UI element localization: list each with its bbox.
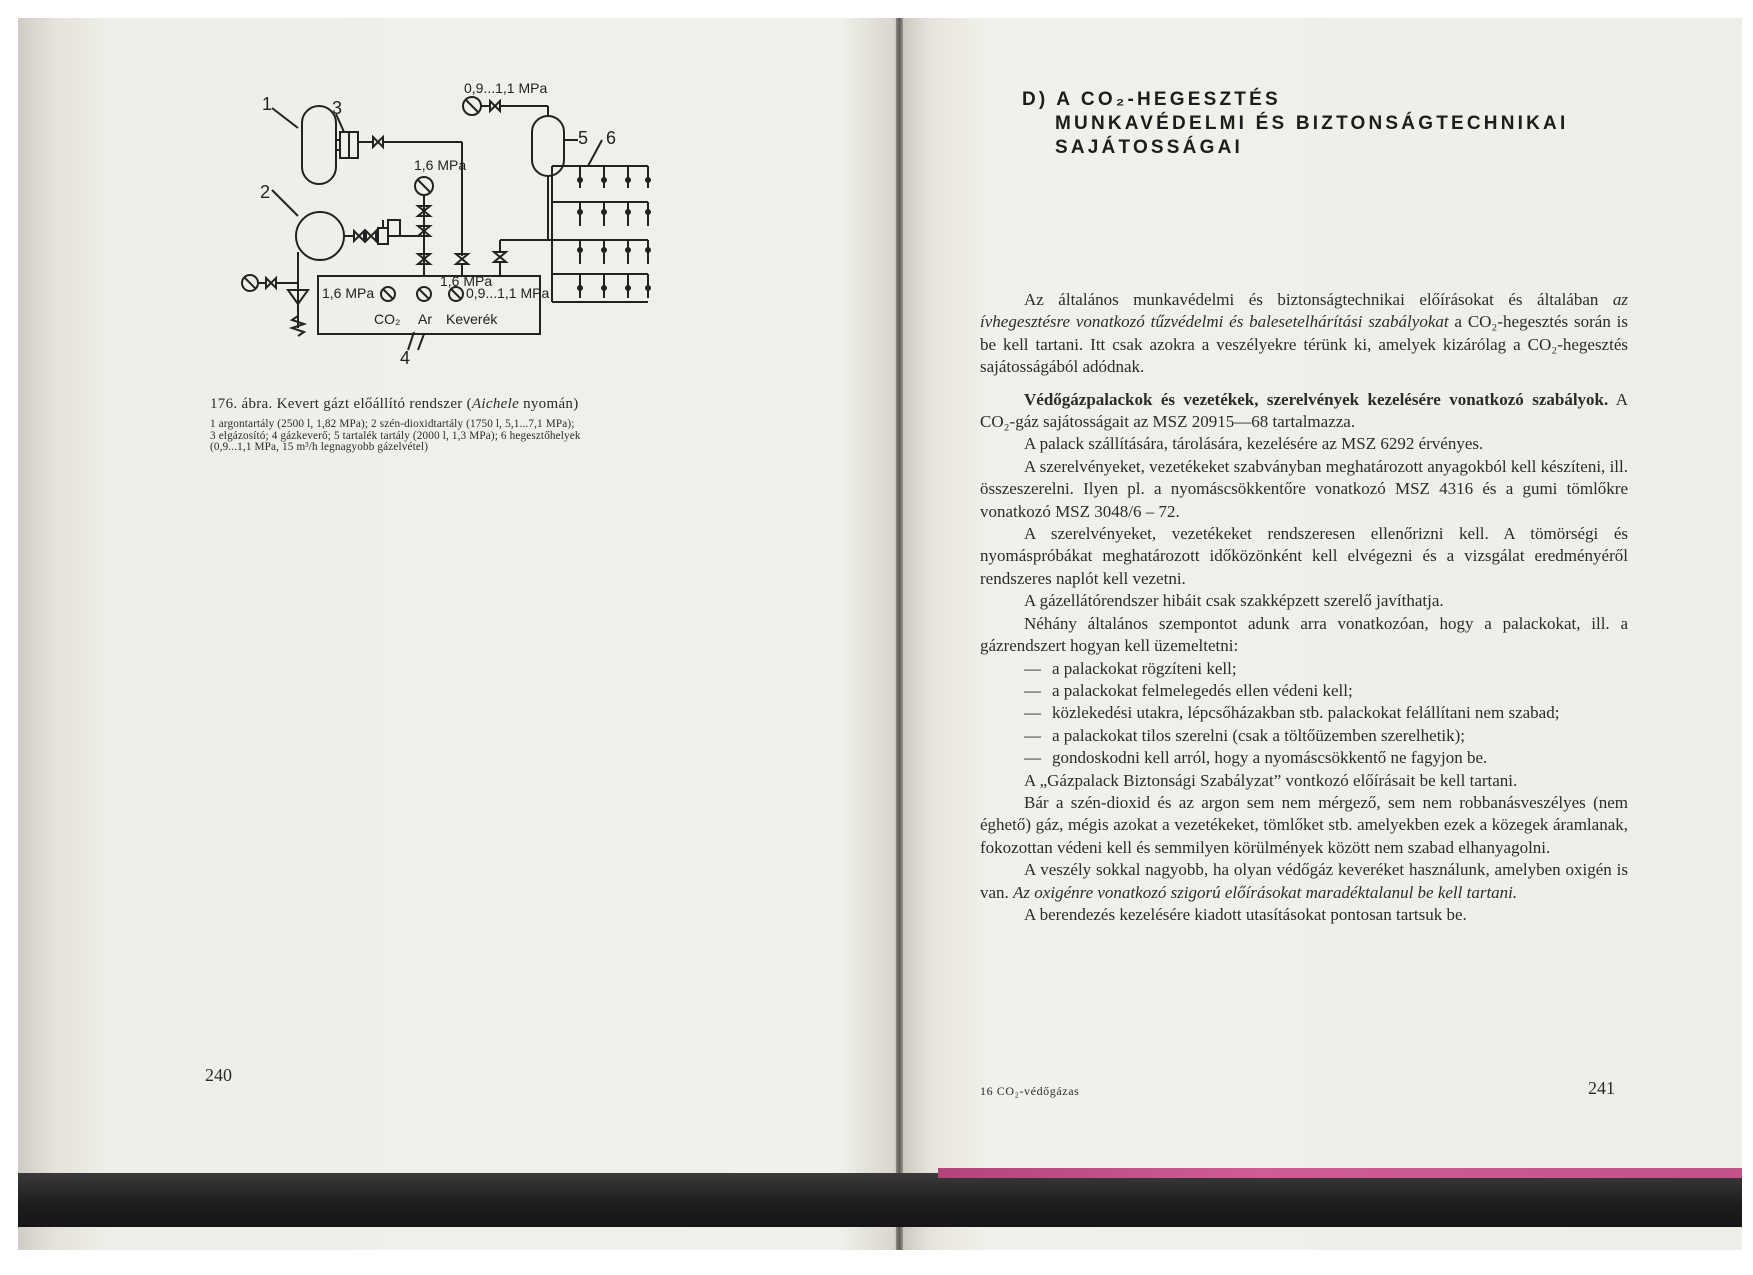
paragraph-5: A szerelvényeket, vezetékeket rendszeresen ellenőrizni kell. A tömörségi és nyomáspróbákat meghatározott időközönként kell elvégezni és a vizsgálat eredményéről rendszeres naplót kell vezetni. — [980, 524, 1628, 588]
list-item: — a palackokat rögzíteni kell; — [1024, 658, 1237, 678]
caption-title: 176. ábra. Kevert gázt előállító rendszer (Aichele nyomán) — [210, 396, 579, 412]
page-number-right: 241 — [1588, 1078, 1615, 1098]
heading-line-3: SAJÁTOSSÁGAI — [1055, 137, 1243, 158]
list-item: — közlekedési utakra, lépcsőházakban stb. palackokat felállítani nem szabad; — [1024, 703, 1560, 723]
book-spine — [896, 18, 903, 1250]
fig-gas-ar: Ar — [418, 311, 432, 327]
fig-mixer-right: 0,9...1,1 MPa — [466, 285, 550, 301]
running-footer: 16 CO₂-védőgázas — [980, 1084, 1080, 1098]
fig-label-5: 5 — [578, 128, 589, 148]
heading-line-1: D) A CO₂-HEGESZTÉS — [1022, 89, 1281, 110]
list-item: — gondoskodni kell arról, hogy a nyomáscsökkentő ne fagyjon be. — [1024, 748, 1488, 768]
fig-mixer-top: 1,6 MPa — [440, 273, 493, 289]
co2-cylinder — [296, 212, 344, 260]
paragraph-11: A berendezés kezelésére kiadott utasításokat pontosan tartsuk be. — [1024, 904, 1467, 924]
fig-pressure-top: 0,9...1,1 MPa — [464, 80, 548, 96]
paragraph-2: Védőgázpalackok és vezetékek, szerelvények kezelésére vonatkozó szabályok. A CO₂-gáz sajátosságait az MSZ 20915—68 tartalmazza. — [980, 389, 1629, 432]
body-text — [980, 289, 1628, 926]
book-edge-pink — [938, 1168, 1742, 1178]
fig-label-6: 6 — [606, 128, 617, 148]
gas-mixing-system-diagram — [228, 80, 768, 398]
fig-gas-co2: CO₂ — [374, 311, 401, 327]
book-spread — [18, 18, 1742, 1250]
list-item: — a palackokat tilos szerelni (csak a töltőüzemben szerelhetik); — [1024, 725, 1466, 745]
fig-label-1: 1 — [262, 94, 273, 114]
figure-caption — [210, 396, 850, 454]
page-number-left: 240 — [205, 1065, 232, 1085]
paragraph-1: Az általános munkavédelmi és biztonságtechnikai előírásokat és általában az ívhegesztésre vonatkozó tűzvédelmi és balesetelhárítási szabályokat a CO₂-hegesztés során is be kell tartani. Itt csak azokra a veszélyekre térünk ki, amelyek kizárólag a CO₂-hegesztés sajátosságából adódnak. — [980, 290, 1629, 377]
welding-stations — [552, 166, 650, 302]
caption-legend-line-3: (0,9...1,1 MPa, 15 m³/h legnagyobb gázelvétel) — [210, 441, 429, 453]
argon-cylinder — [302, 106, 336, 184]
paragraph-4: A szerelvényeket, vezetékeket szabványban meghatározott anyagokból kell készíteni, ill. összeszerelni. Ilyen pl. a nyomáscsökkentőre vonatkozó MSZ 4316 és a gumi tömlőkre vonatkozó MSZ 3048/6 – 72. — [980, 456, 1628, 521]
heading-line-2: MUNKAVÉDELMI ÉS BIZTONSÁGTECHNIKAI — [1055, 113, 1569, 134]
fig-gas-mix: Keverék — [446, 311, 498, 327]
caption-legend-line-2: 3 elgázosító; 4 gázkeverő; 5 tartalék tartály (2000 l, 1,3 MPa); 6 hegesztőhelyek — [210, 429, 581, 442]
rules-list — [980, 658, 1628, 770]
paragraph-8: A „Gázpalack Biztonsági Szabályzat” vontkozó előírásait be kell tartani. — [1024, 770, 1518, 790]
fig-mixer-left: 1,6 MPa — [322, 285, 375, 301]
left-page — [18, 18, 900, 1250]
section-heading — [1022, 88, 1568, 160]
fig-pressure-mid: 1,6 MPa — [414, 157, 467, 173]
paragraph-9: Bár a szén-dioxid és az argon sem nem mérgező, sem nem robbanásveszélyes (nem éghető) gáz, mégis azokat a vezetékeket, tömlőket stb. amelyekben ezek a közegek áramlanak, fokozottan védeni kell és semmilyen körülmények között nem szabad elhanyagolni. — [980, 792, 1628, 857]
caption-legend-line-1: 1 argontartály (2500 l, 1,82 MPa); 2 szén-dioxidtartály (1750 l, 5,1...7,1 MPa); — [210, 418, 575, 430]
book-edge-dark — [18, 1173, 1742, 1227]
paragraph-10: A veszély sokkal nagyobb, ha olyan védőgáz keveréket használunk, amelyben oxigén is van. Az oxigénre vonatkozó szigorú előírásokat maradéktalanul be kell tartani. — [980, 860, 1628, 902]
paragraph-3: A palack szállítására, tárolására, kezelésére az MSZ 6292 érvényes. — [1024, 434, 1484, 454]
fig-label-2: 2 — [260, 182, 271, 202]
paragraph-6: A gázellátórendszer hibáit csak szakképzett szerelő javíthatja. — [1024, 591, 1444, 611]
paragraph-7: Néhány általános szempontot adunk arra vonatkozóan, hogy a palackokat, ill. a gázrendszert hogyan kell üzemeltetni: — [980, 613, 1628, 656]
list-item: — a palackokat felmelegedés ellen védeni kell; — [1024, 680, 1353, 700]
fig-label-3: 3 — [332, 98, 343, 118]
fig-label-4: 4 — [400, 348, 411, 368]
